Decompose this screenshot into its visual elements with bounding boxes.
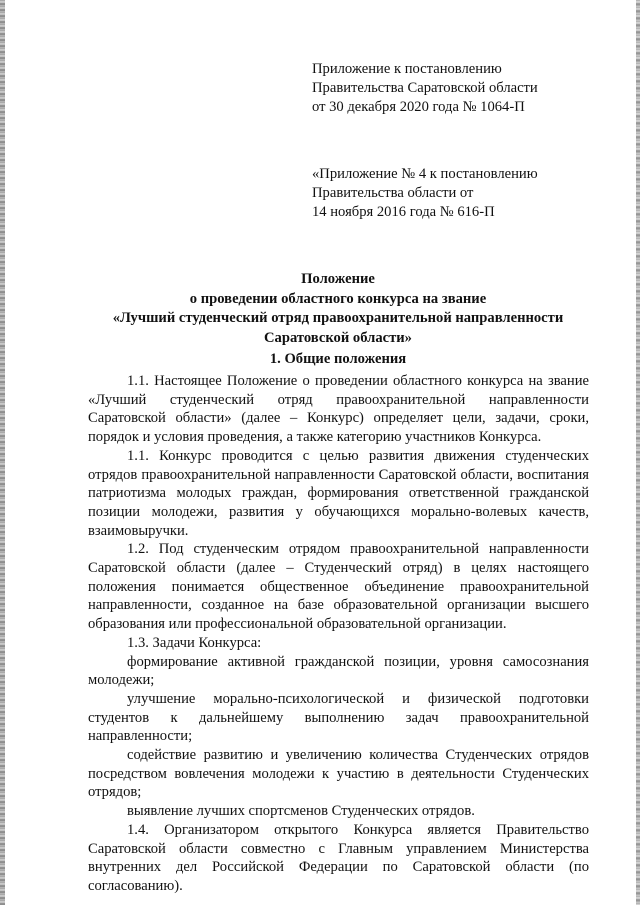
appendix-current-line: Приложение к постановлению xyxy=(312,61,502,77)
appendix-current-line: Правительства Саратовской области xyxy=(312,80,538,96)
paragraph-1-3-tasks: 1.3. Задачи Конкурса: xyxy=(127,634,262,651)
paragraph-1-1-purpose: 1.1. Конкурс проводится с целью развития движения студенческих отрядов правоохранительной направленности Саратовской области, воспитания патриотизма молодых граждан, формирования ответственной гражданской позиции молодежи, развития у обучающихся морально-волевых качеств, взаимовыручки. xyxy=(88,447,589,539)
appendix-original-line: 14 ноября 2016 года № 616-П xyxy=(312,204,495,220)
task-item: выявление лучших спортсменов Студенческих отрядов. xyxy=(127,803,475,820)
appendix-current-block xyxy=(312,60,612,117)
task-item: содействие развитию и увеличению количества Студенческих отрядов посредством вовлечения молодежи к участию в деятельности Студенческих отрядов; xyxy=(88,747,589,801)
appendix-original-block xyxy=(312,165,612,222)
title-line: Положение xyxy=(301,271,375,287)
section-heading: 1. Общие положения xyxy=(269,351,407,367)
paragraph-1-2-definition: 1.2. Под студенческим отрядом правоохранительной направленности Саратовской области (далее – Студенческий отряд) в целях настоящего положения понимается общественное объединение правоохранительной направленности, созданное на базе образовательной организации высшего образования или профессиональной образовательной организации. xyxy=(88,541,589,633)
title-line: Саратовской области» xyxy=(264,329,412,346)
appendix-current-line: от 30 декабря 2020 года № 1064-П xyxy=(312,99,525,115)
title-line: «Лучший студенческий отряд правоохранительной направленности xyxy=(112,310,564,326)
appendix-original-line: Правительства области от xyxy=(312,185,474,201)
document-title xyxy=(88,270,588,348)
task-item: улучшение морально-психологической и физической подготовки студентов к дальнейшему выполнению задач правоохранительной направленности; xyxy=(88,690,589,745)
paragraph-1-1-intro: 1.1. Настоящее Положение о проведении областного конкурса на звание «Лучший студенческий отряд правоохранительной направленности Саратовской области» (далее – Конкурс) определяет цели, задачи, сроки, порядок и условия проведения, а также категорию участников Конкурса. xyxy=(88,373,589,446)
task-item: формирование активной гражданской позиции, уровня самосознания молодежи; xyxy=(88,653,589,689)
section-body xyxy=(88,372,589,896)
title-line: о проведении областного конкурса на звание xyxy=(189,290,487,307)
paragraph-1-4-organizer: 1.4. Организатором открытого Конкурса является Правительство Саратовской области совместно с Главным управлением Министерства внутренних дел Российской Федерации по Саратовской области (по согласованию). xyxy=(88,821,589,894)
appendix-original-line: «Приложение № 4 к постановлению xyxy=(312,166,538,182)
